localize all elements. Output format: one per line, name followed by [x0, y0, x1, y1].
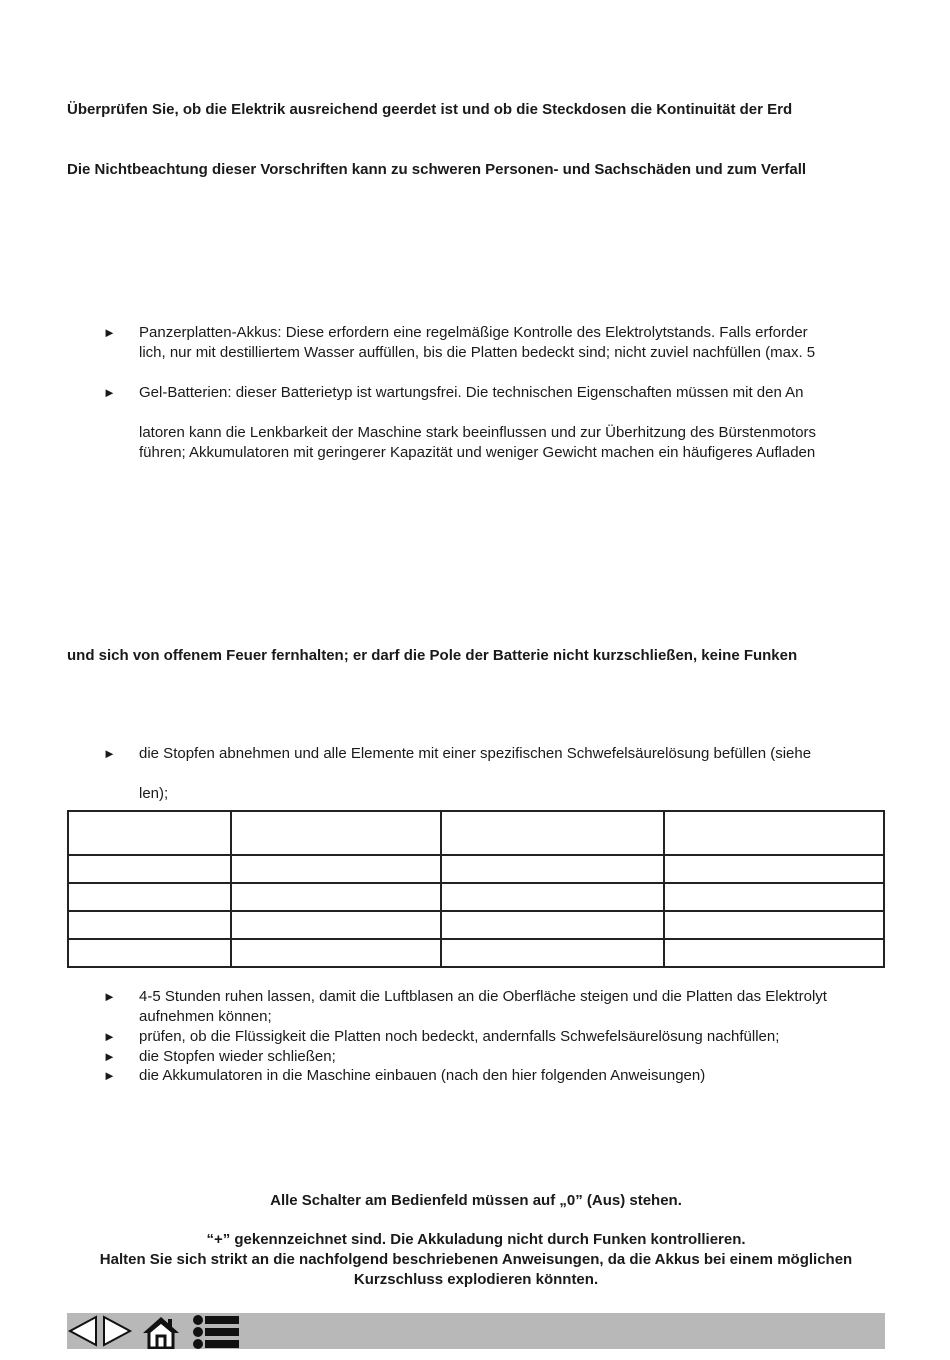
- list-bullet: ►: [103, 1049, 116, 1064]
- earth-check-warning: Überprüfen Sie, ob die Elektrik ausreichend geerdet ist und ob die Steckdosen die Kontinuität der Erd: [67, 101, 793, 118]
- fill-step-line-1: die Stopfen abnehmen und alle Elemente mit einer spezifischen Schwefelsäurelösung befüllen (siehe: [139, 745, 812, 762]
- navigation-bar: [67, 1313, 885, 1349]
- non-compliance-warning: Die Nichtbeachtung dieser Vorschriften kann zu schweren Personen- und Sachschäden und zum Verfall: [67, 161, 807, 178]
- electrolyte-table: [67, 810, 885, 968]
- table-row: [68, 939, 884, 967]
- strict-note-line-2: Kurzschluss explodieren könnten.: [353, 1271, 599, 1288]
- list-bullet: ►: [103, 1029, 116, 1044]
- previous-page-icon[interactable]: [67, 1315, 99, 1352]
- fire-warning: und sich von offenem Feuer fernhalten; er darf die Pole der Batterie nicht kurzschließen, keine Funken: [67, 647, 798, 664]
- next-page-icon[interactable]: [101, 1315, 133, 1352]
- install-step: die Akkumulatoren in die Maschine einbauen (nach den hier folgenden Anweisungen): [139, 1067, 706, 1084]
- armored-plate-line-1: Panzerplatten-Akkus: Diese erfordern eine regelmäßige Kontrolle des Elektrolytstands. Falls erforder: [139, 324, 808, 341]
- fill-step-line-2: len);: [139, 785, 169, 802]
- close-caps-step: die Stopfen wieder schließen;: [139, 1048, 336, 1065]
- contents-list-icon[interactable]: [192, 1315, 240, 1354]
- plus-note: “+” gekennzeichnet sind. Die Akkuladung nicht durch Funken kontrollieren.: [206, 1231, 746, 1248]
- list-bullet: ►: [103, 385, 116, 400]
- check-level-step: prüfen, ob die Flüssigkeit die Platten noch bedeckt, andernfalls Schwefelsäurelösung nachfüllen;: [139, 1028, 780, 1045]
- list-bullet: ►: [103, 1068, 116, 1083]
- gel-battery-line-1: Gel-Batterien: dieser Batterietyp ist wartungsfrei. Die technischen Eigenschaften müssen mit den An: [139, 384, 804, 401]
- capacity-note-line-1: latoren kann die Lenkbarkeit der Maschine stark beeinflussen und zur Überhitzung des Bürstenmotors: [139, 424, 817, 441]
- home-icon[interactable]: [141, 1315, 181, 1354]
- table-row: [68, 883, 884, 911]
- switches-note: Alle Schalter am Bedienfeld müssen auf „0” (Aus) stehen.: [270, 1192, 682, 1209]
- list-bullet: ►: [103, 746, 116, 761]
- table-header-row: [68, 811, 884, 855]
- list-bullet: ►: [103, 989, 116, 1004]
- list-bullet: ►: [103, 325, 116, 340]
- table-row: [68, 911, 884, 939]
- strict-note-line-1: Halten Sie sich strikt an die nachfolgend beschriebenen Anweisungen, da die Akkus bei einem möglichen: [99, 1251, 853, 1268]
- capacity-note-line-2: führen; Akkumulatoren mit geringerer Kapazität und weniger Gewicht machen ein häufigeres Aufladen: [139, 444, 816, 461]
- rest-step-line-2: aufnehmen können;: [139, 1008, 272, 1025]
- armored-plate-line-2: lich, nur mit destilliertem Wasser auffüllen, bis die Platten bedeckt sind; nicht zuviel nachfüllen (max. 5: [139, 344, 816, 361]
- table-row: [68, 855, 884, 883]
- rest-step-line-1: 4-5 Stunden ruhen lassen, damit die Luftblasen an die Oberfläche steigen und die Platten das Elektrolyt: [139, 988, 827, 1005]
